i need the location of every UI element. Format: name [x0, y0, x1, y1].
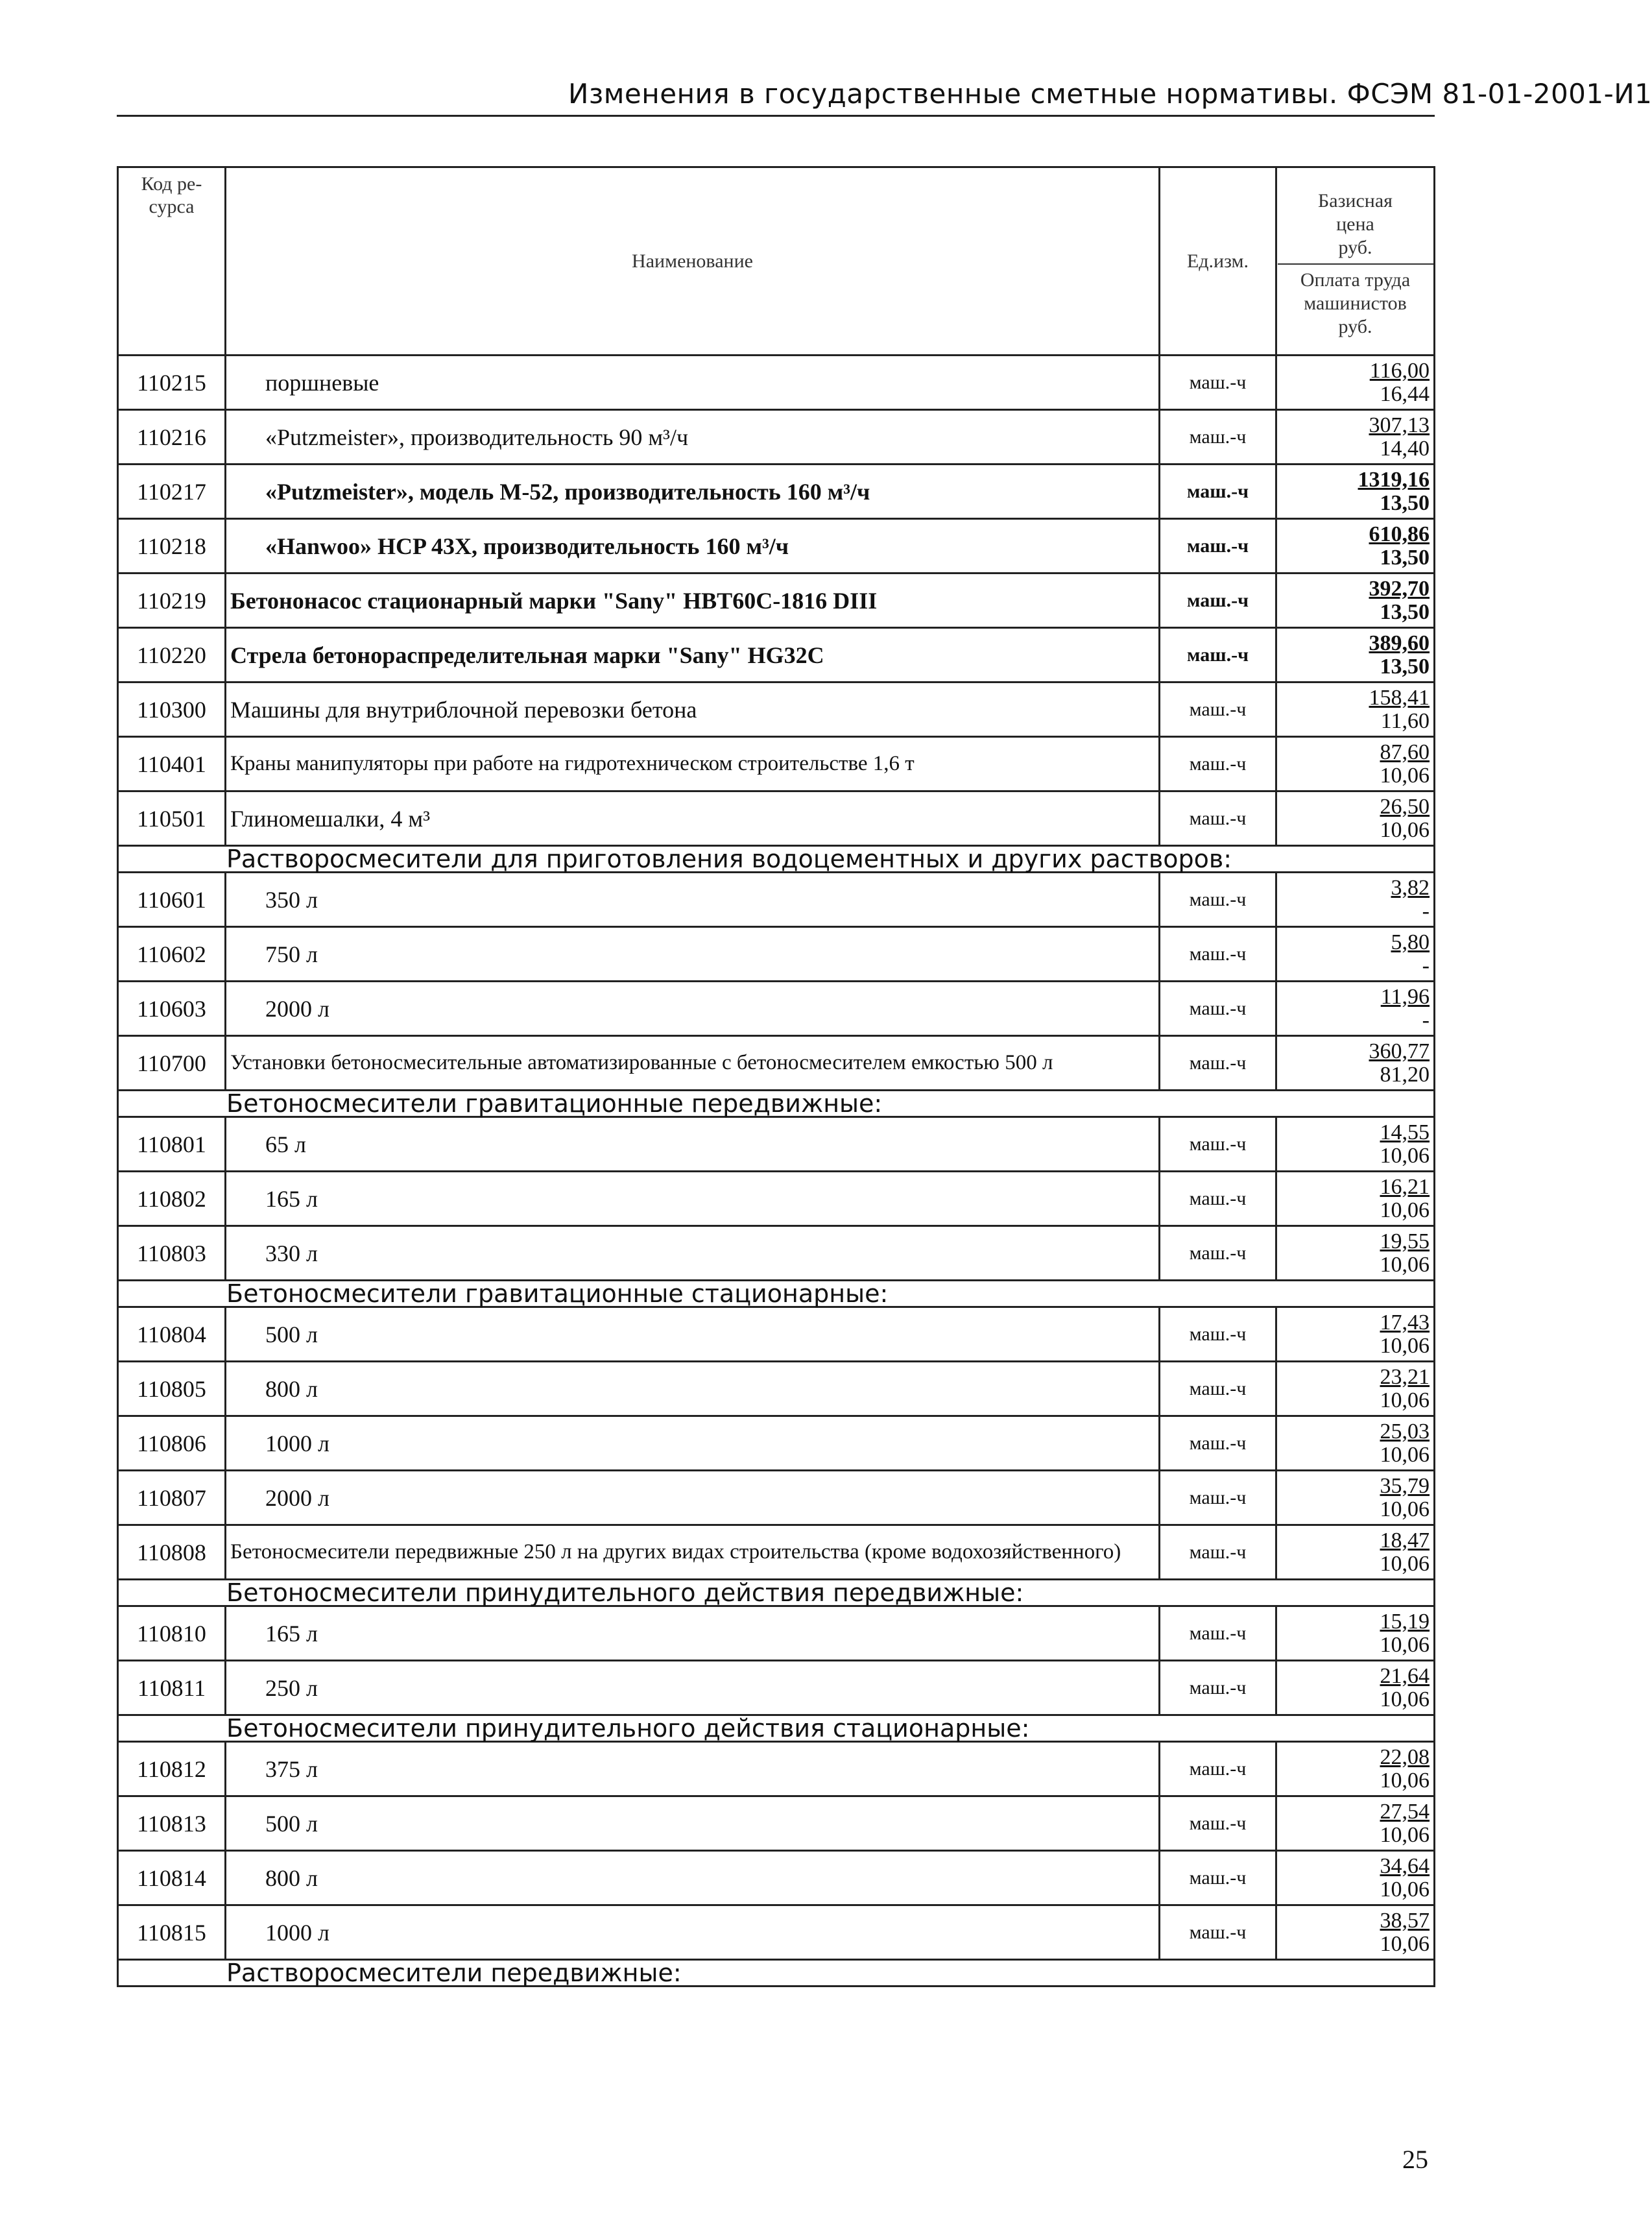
price-cell: [1276, 1471, 1435, 1525]
base-price: 11,96: [1380, 984, 1430, 1009]
price-cell: [1276, 1905, 1435, 1960]
resource-name: 1000 л: [226, 1416, 1160, 1471]
table-row: [118, 1905, 1435, 1960]
section-title: Бетоносмесители принудительного действия стационарные:: [118, 1715, 1435, 1742]
unit: маш.-ч: [1160, 927, 1276, 982]
unit: маш.-ч: [1160, 574, 1276, 628]
labor-price: 13,50: [1380, 599, 1430, 624]
base-price: 19,55: [1380, 1229, 1430, 1253]
price-cell: [1276, 519, 1435, 574]
table-row: [118, 1036, 1435, 1091]
base-price: 360,77: [1369, 1039, 1430, 1063]
labor-price: 10,06: [1380, 1333, 1430, 1358]
resource-name: 165 л: [226, 1606, 1160, 1661]
price-cell: [1276, 1416, 1435, 1471]
table-row: [118, 1416, 1435, 1471]
price-cell: [1276, 465, 1435, 519]
unit: маш.-ч: [1160, 1742, 1276, 1796]
labor-price: 10,06: [1380, 1143, 1430, 1168]
price-cell: [1276, 410, 1435, 465]
labor-price: 13,50: [1380, 654, 1430, 679]
resource-code: 110700: [118, 1036, 226, 1091]
labor-price: 10,06: [1380, 1442, 1430, 1467]
resource-code: 110814: [118, 1851, 226, 1905]
labor-price: 11,60: [1380, 708, 1430, 733]
labor-price: 10,06: [1380, 1822, 1430, 1847]
price-cell: [1276, 1362, 1435, 1416]
labor-price: 10,06: [1380, 1931, 1430, 1956]
labor-price: 10,06: [1380, 1632, 1430, 1657]
base-price: 87,60: [1380, 740, 1430, 764]
base-price: 26,50: [1380, 794, 1430, 819]
resource-name: 375 л: [226, 1742, 1160, 1796]
price-cell: [1276, 356, 1435, 410]
unit: маш.-ч: [1160, 873, 1276, 927]
labor-price: 14,40: [1380, 436, 1430, 461]
labor-price: 10,06: [1380, 1497, 1430, 1521]
labor-price: -: [1422, 1008, 1430, 1032]
table-row: [118, 927, 1435, 982]
unit: маш.-ч: [1160, 737, 1276, 791]
section-header-row: [118, 1960, 1435, 1987]
resource-code: 110601: [118, 873, 226, 927]
col-header-base-price: Базисная цена руб.: [1318, 189, 1393, 258]
resource-code: 110220: [118, 628, 226, 682]
price-cell: [1276, 1606, 1435, 1661]
table-row: [118, 519, 1435, 574]
table-body: [118, 356, 1435, 1987]
resource-code: 110808: [118, 1525, 226, 1580]
resource-name: Глиномешалки, 4 м³: [226, 791, 1160, 846]
resource-code: 110815: [118, 1905, 226, 1960]
resource-name: 250 л: [226, 1661, 1160, 1715]
unit: маш.-ч: [1160, 1307, 1276, 1362]
labor-price: 10,06: [1380, 817, 1430, 842]
unit: маш.-ч: [1160, 982, 1276, 1036]
labor-price: 10,06: [1380, 1252, 1430, 1277]
resource-code: 110217: [118, 465, 226, 519]
unit: маш.-ч: [1160, 682, 1276, 737]
price-cell: [1276, 737, 1435, 791]
resource-code: 110216: [118, 410, 226, 465]
base-price: 14,55: [1380, 1120, 1430, 1144]
unit: маш.-ч: [1160, 1036, 1276, 1091]
table-row: [118, 410, 1435, 465]
section-header-row: [118, 1580, 1435, 1606]
resource-code: 110803: [118, 1226, 226, 1281]
resource-name: Бетононасос стационарный марки "Sany" HBT60C-1816 DIII: [226, 574, 1160, 628]
resource-code: 110807: [118, 1471, 226, 1525]
table-row: [118, 1117, 1435, 1172]
base-price: 116,00: [1369, 358, 1430, 383]
col-header-unit: Ед.изм.: [1160, 167, 1276, 356]
table-row: [118, 1606, 1435, 1661]
norms-table: [117, 166, 1435, 1987]
unit: маш.-ч: [1160, 1796, 1276, 1851]
col-header-labor-price: Оплата труда машинистов руб.: [1300, 269, 1411, 337]
resource-name: Машины для внутриблочной перевозки бетона: [226, 682, 1160, 737]
labor-price: 16,44: [1380, 381, 1430, 406]
table-row: [118, 356, 1435, 410]
price-cell: [1276, 1172, 1435, 1226]
unit: маш.-ч: [1160, 1416, 1276, 1471]
labor-price: 10,06: [1380, 1877, 1430, 1902]
resource-name: «Putzmeister», производительность 90 м³/ч: [226, 410, 1160, 465]
base-price: 1319,16: [1358, 467, 1430, 492]
base-price: 38,57: [1380, 1908, 1430, 1933]
table-row: [118, 465, 1435, 519]
labor-price: 13,50: [1380, 545, 1430, 570]
base-price: 16,21: [1380, 1174, 1430, 1199]
unit: маш.-ч: [1160, 1471, 1276, 1525]
resource-name: Установки бетоносмесительные автоматизированные с бетоносмесителем емкостью 500 л: [226, 1036, 1160, 1091]
resource-code: 110215: [118, 356, 226, 410]
table-row: [118, 982, 1435, 1036]
section-title: Растворосмесители передвижные:: [118, 1960, 1435, 1987]
price-cell: [1276, 1307, 1435, 1362]
section-header-row: [118, 1715, 1435, 1742]
table-row: [118, 1742, 1435, 1796]
resource-code: 110811: [118, 1661, 226, 1715]
resource-code: 110806: [118, 1416, 226, 1471]
col-header-price: [1276, 167, 1435, 356]
base-price: 392,70: [1369, 576, 1430, 601]
price-cell: [1276, 1796, 1435, 1851]
labor-price: 10,06: [1380, 1687, 1430, 1711]
base-price: 17,43: [1380, 1310, 1430, 1334]
resource-name: 330 л: [226, 1226, 1160, 1281]
unit: маш.-ч: [1160, 1905, 1276, 1960]
resource-name: «Hanwoo» HCP 43X, производительность 160 м³/ч: [226, 519, 1160, 574]
table-row: [118, 737, 1435, 791]
labor-price: 10,06: [1380, 763, 1430, 788]
resource-name: 500 л: [226, 1307, 1160, 1362]
base-price: 25,03: [1380, 1419, 1430, 1443]
base-price: 389,60: [1369, 631, 1430, 655]
base-price: 34,64: [1380, 1854, 1430, 1878]
section-header-row: [118, 1281, 1435, 1307]
labor-price: 13,50: [1380, 490, 1430, 515]
unit: маш.-ч: [1160, 1362, 1276, 1416]
price-cell: [1276, 1851, 1435, 1905]
table-row: [118, 791, 1435, 846]
resource-name: 2000 л: [226, 1471, 1160, 1525]
price-cell: [1276, 574, 1435, 628]
resource-name: 65 л: [226, 1117, 1160, 1172]
section-title: Бетоносмесители принудительного действия передвижные:: [118, 1580, 1435, 1606]
resource-name: 165 л: [226, 1172, 1160, 1226]
price-cell: [1276, 791, 1435, 846]
price-cell: [1276, 1036, 1435, 1091]
resource-name: Стрела бетонораспределительная марки "Sany" HG32C: [226, 628, 1160, 682]
labor-price: 10,06: [1380, 1198, 1430, 1222]
section-title: Бетоносмесители гравитационные передвижные:: [118, 1091, 1435, 1117]
labor-price: 10,06: [1380, 1388, 1430, 1412]
resource-code: 110812: [118, 1742, 226, 1796]
header-divider: [1278, 263, 1433, 265]
price-cell: [1276, 982, 1435, 1036]
base-price: 307,13: [1369, 413, 1430, 437]
base-price: 27,54: [1380, 1799, 1430, 1824]
resource-code: 110810: [118, 1606, 226, 1661]
col-header-name: Наименование: [226, 167, 1160, 356]
table-row: [118, 682, 1435, 737]
resource-name: «Putzmeister», модель М-52, производительность 160 м³/ч: [226, 465, 1160, 519]
table-header-row: [118, 167, 1435, 356]
resource-code: 110401: [118, 737, 226, 791]
resource-name: 750 л: [226, 927, 1160, 982]
unit: маш.-ч: [1160, 1226, 1276, 1281]
resource-name: Краны манипуляторы при работе на гидротехническом строительстве 1,6 т: [226, 737, 1160, 791]
resource-code: 110802: [118, 1172, 226, 1226]
table-row: [118, 1307, 1435, 1362]
resource-code: 110602: [118, 927, 226, 982]
header-rule: [117, 115, 1435, 117]
unit: маш.-ч: [1160, 1606, 1276, 1661]
table-row: [118, 1226, 1435, 1281]
table-row: [118, 1362, 1435, 1416]
table-row: [118, 1172, 1435, 1226]
price-cell: [1276, 1661, 1435, 1715]
base-price: 21,64: [1380, 1663, 1430, 1688]
labor-price: -: [1422, 953, 1430, 978]
price-cell: [1276, 1117, 1435, 1172]
unit: маш.-ч: [1160, 1851, 1276, 1905]
unit: маш.-ч: [1160, 791, 1276, 846]
resource-code: 110813: [118, 1796, 226, 1851]
table-row: [118, 1851, 1435, 1905]
resource-name: 800 л: [226, 1362, 1160, 1416]
base-price: 158,41: [1369, 685, 1430, 710]
resource-name: поршневые: [226, 356, 1160, 410]
section-header-row: [118, 846, 1435, 873]
base-price: 18,47: [1380, 1528, 1430, 1552]
base-price: 35,79: [1380, 1473, 1430, 1498]
section-header-row: [118, 1091, 1435, 1117]
base-price: 15,19: [1380, 1609, 1430, 1634]
base-price: 22,08: [1380, 1745, 1430, 1769]
resource-code: 110805: [118, 1362, 226, 1416]
price-cell: [1276, 628, 1435, 682]
table-row: [118, 1661, 1435, 1715]
resource-name: 350 л: [226, 873, 1160, 927]
table-row: [118, 1471, 1435, 1525]
labor-price: -: [1422, 899, 1430, 923]
table-row: [118, 1796, 1435, 1851]
resource-name: 800 л: [226, 1851, 1160, 1905]
unit: маш.-ч: [1160, 1117, 1276, 1172]
resource-name: Бетоносмесители передвижные 250 л на других видах строительства (кроме водохозяйственного): [226, 1525, 1160, 1580]
price-cell: [1276, 927, 1435, 982]
page-header: Изменения в государственные сметные нормативы. ФСЭМ 81-01-2001-И1: [568, 78, 1652, 110]
price-cell: [1276, 1525, 1435, 1580]
price-cell: [1276, 1742, 1435, 1796]
unit: маш.-ч: [1160, 1172, 1276, 1226]
price-cell: [1276, 1226, 1435, 1281]
labor-price: 10,06: [1380, 1551, 1430, 1576]
base-price: 23,21: [1380, 1364, 1430, 1389]
page-number: 25: [1402, 2145, 1428, 2174]
resource-name: 500 л: [226, 1796, 1160, 1851]
resource-code: 110801: [118, 1117, 226, 1172]
unit: маш.-ч: [1160, 628, 1276, 682]
unit: маш.-ч: [1160, 1525, 1276, 1580]
resource-code: 110219: [118, 574, 226, 628]
base-price: 5,80: [1391, 930, 1430, 954]
unit: маш.-ч: [1160, 356, 1276, 410]
resource-name: 1000 л: [226, 1905, 1160, 1960]
table-row: [118, 574, 1435, 628]
labor-price: 10,06: [1380, 1768, 1430, 1793]
table-row: [118, 1525, 1435, 1580]
unit: маш.-ч: [1160, 410, 1276, 465]
price-cell: [1276, 873, 1435, 927]
base-price: 610,86: [1369, 522, 1430, 546]
labor-price: 81,20: [1380, 1062, 1430, 1087]
resource-code: 110501: [118, 791, 226, 846]
resource-code: 110603: [118, 982, 226, 1036]
unit: маш.-ч: [1160, 519, 1276, 574]
resource-code: 110300: [118, 682, 226, 737]
section-title: Растворосмесители для приготовления водоцементных и других растворов:: [118, 846, 1435, 873]
resource-code: 110218: [118, 519, 226, 574]
col-header-code: Код ре- сурса: [118, 167, 226, 356]
unit: маш.-ч: [1160, 1661, 1276, 1715]
table-row: [118, 873, 1435, 927]
section-title: Бетоносмесители гравитационные стационарные:: [118, 1281, 1435, 1307]
price-cell: [1276, 682, 1435, 737]
unit: маш.-ч: [1160, 465, 1276, 519]
base-price: 3,82: [1391, 875, 1430, 900]
resource-name: 2000 л: [226, 982, 1160, 1036]
resource-code: 110804: [118, 1307, 226, 1362]
table-row: [118, 628, 1435, 682]
